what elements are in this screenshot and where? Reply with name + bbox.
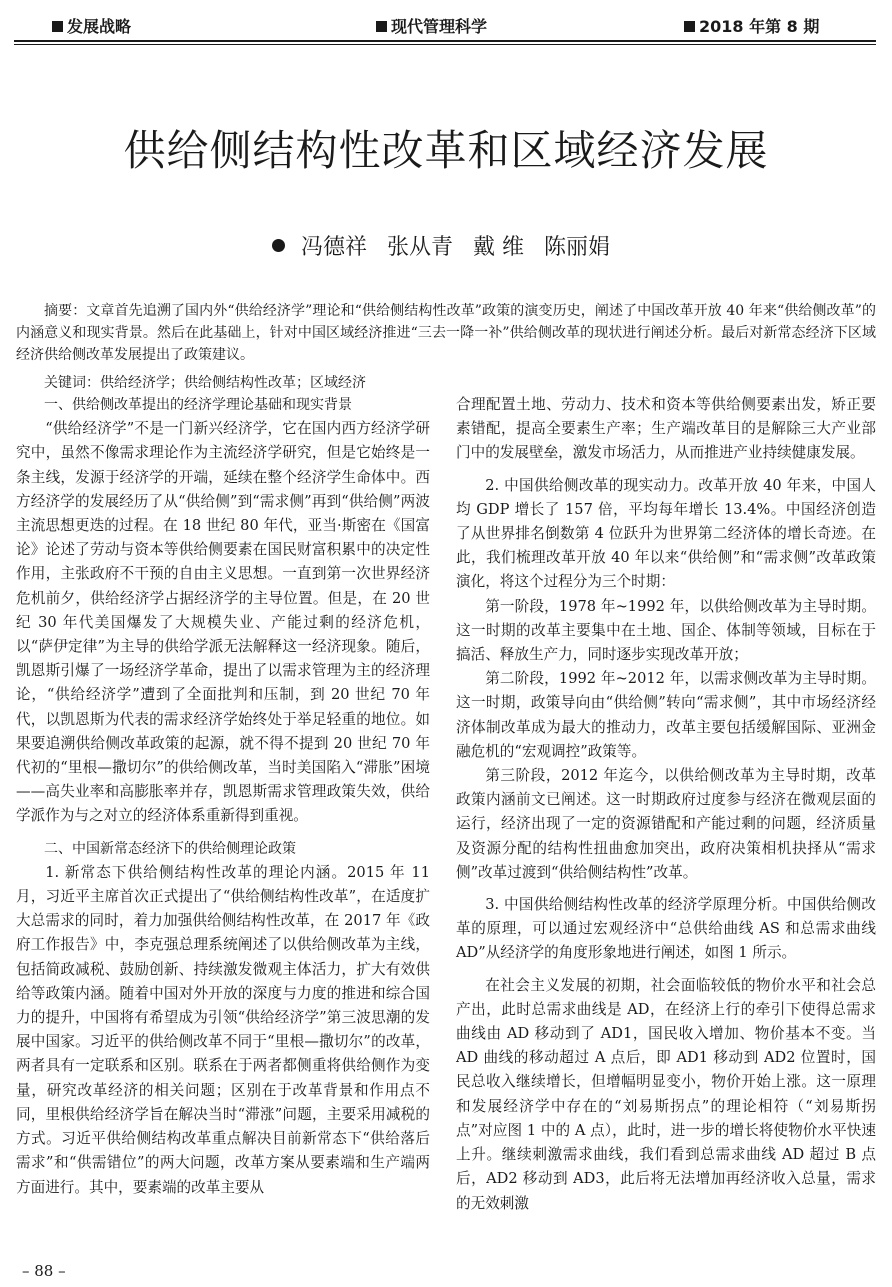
body-paragraph: 第二阶段，1992 年~2012 年，以需求侧改革为主导时期。这一时期，政策导向由“供给侧”转向“需求侧”，其中市场经济经济体制改革成为最大的推动力，改革主要包括缓解国际、亚洲金融危机的“宏观调控”政策等。 bbox=[456, 670, 876, 760]
abstract: 摘要：文章首先追溯了国内外“供给经济学”理论和“供给侧结构性改革”政策的演变历史，阐述了中国改革开放 40 年来“供给侧改革”的内涵意义和现实背景。然后在此基础上，针对中国区域经济推进“三去一降一补”供给侧改革的现状进行阐述分析。最后对新常态经济下区域经济供给侧改革发展提出了政策建议。 bbox=[16, 303, 876, 363]
square-bullet-icon bbox=[376, 21, 387, 32]
body-paragraph: 2. 中国供给侧改革的现实动力。改革开放 40 年来，中国人均 GDP 增长了 157 倍，平均每年增长 13.4%。中国经济创造了从世界排名倒数第 4 位跃升为世界第二经济体的增长奇迹。在此，我们梳理改革开放 40 年以来“供给侧”和“需求侧”改革政策演化，将这个过程分为三个时期： bbox=[456, 476, 876, 591]
body-paragraph: 在社会主义发展的初期，社会面临较低的物价水平和社会总产出，此时总需求曲线是 AD，在经济上行的牵引下使得总需求曲线由 AD 移动到了 AD1，国民收入增加、物价基本不变。当 AD 曲线的移动超过 A 点后，即 AD1 移动到 AD2 位置时，国民总收入继续增长，但增幅明显变小，物价开始上涨。这一原理和发展经济学中存在的“刘易斯拐点”的理论相符（“刘易斯拐点”对应图 1 中的 A 点），此时，进一步的增长将使物价水平快速上升。继续刺激需求曲线，我们看到总需求曲线 AD 超过 B 点后，AD2 移动到 AD3，此后将无法增加再经济收入总量，需求的无效刺激 bbox=[456, 976, 876, 1212]
article-title: 供给侧结构性改革和区域经济发展 bbox=[123, 126, 769, 175]
author-name: 冯德祥 bbox=[300, 235, 367, 260]
left-column bbox=[16, 393, 430, 1200]
square-bullet-icon bbox=[52, 21, 63, 32]
body-paragraph: 1. 新常态下供给侧结构性改革的理论内涵。2015 年 11 月，习近平主席首次正式提出了“供给侧结构性改革”，在适度扩大总需求的同时，着力加强供给侧结构性改革，在 2017 年《政府工作报告》中，李克强总理系统阐述了以供给侧改革为主线，包括简政减税、鼓励创新、持续激发微观主体活力，扩大有效供给等政策内涵。随着中国对外开放的深度与力度的推进和综合国力的提升，中国将有希望成为引领“供给经济学”第三波思潮的发展中国家。习近平的供给侧改革不同于“里根—撒切尔”的改革，两者具有一定联系和区别。联系在于两者都侧重将供给侧作为变量，研究改革经济的相关问题；区别在于改革背景和作用点不同，里根供给经济学旨在解决当时“滞涨”问题，主要采用减税的方式。习近平供给侧结构改革重点解决目前新常态下“供给落后需求”和“供需错位”的两大问题，改革方案从要素端和生产端两方面进行。其中，要素端的改革主要从 bbox=[16, 863, 430, 1196]
section-heading: 一、供给侧改革提出的经济学理论基础和现实背景 bbox=[44, 397, 352, 413]
body-paragraph: “供给经济学”不是一门新兴经济学，它在国内西方经济学研究中，虽然不像需求理论作为主流经济学研究，但是它始终是一条主线，发源于经济学的开端，延续在整个经济学生命体中。西方经济学的发展经历了从“供给侧”到“需求侧”再到“供给侧”两波主流思想更迭的过程。在 18 世纪 80 年代，亚当·斯密在《国富论》论述了劳动与资本等供给侧要素在国民财富积累中的决定性作用，主张政府不干预的自由主义思想。一直到第一次世界经济危机前夕，供给经济学占据经济学的主导位置。但是，在 20 世纪 30 年代美国爆发了大规模失业、产能过剩的经济危机，以“萨伊定律”为主导的供给学派无法解释这一经济现象。随后，凯恩斯引爆了一场经济学革命，提出了以需求管理为主的经济理论，“供给经济学”遭到了全面批判和压制，到 20 世纪 70 年代，以凯恩斯为代表的需求经济学始终处于举足轻重的地位。如果要追溯供给侧改革政策的起源，就不得不提到 20 世纪 70 年代初的“里根—撒切尔”的供给侧改革，当时美国陷入“滞胀”困境——高失业率和高膨胀率并存，凯恩斯需求管理政策失效，供给学派作为与之对立的经济体系重新得到重视。 bbox=[16, 420, 430, 825]
body-paragraph: 第三阶段，2012 年迄今，以供给侧改革为主导时期，改革政策内涵前文已阐述。这一时期政府过度参与经济在微观层面的运行，经济出现了一定的资源错配和产能过剩的问题，经济质量及资源分配的结构性扭曲愈加突出，政府决策相机抉择从“需求侧”改革过渡到“供给侧结构性”改革。 bbox=[456, 767, 876, 881]
header-rule bbox=[14, 40, 876, 42]
header-issue: 2018 年第 8 期 bbox=[684, 14, 819, 37]
author-bullet-icon bbox=[272, 239, 285, 252]
author-name: 陈丽娟 bbox=[544, 235, 611, 260]
header-journal: 现代管理科学 bbox=[376, 14, 487, 37]
header-rule-thin bbox=[14, 44, 876, 45]
body-paragraph: 3. 中国供给侧结构性改革的经济学原理分析。中国供给侧改革的原理，可以通过宏观经济中“总供给曲线 AS 和总需求曲线 AD”从经济学的角度形象地进行阐述，如图 1 所示。 bbox=[456, 896, 876, 962]
keywords: 关键词：供给经济学；供给侧结构性改革；区域经济 bbox=[44, 375, 366, 391]
running-header bbox=[0, 8, 892, 38]
author-name: 张从青 bbox=[386, 235, 453, 260]
header-section: 发展战略 bbox=[52, 14, 131, 37]
page-number: – 88 – bbox=[22, 1262, 66, 1280]
body-paragraph: 第一阶段，1978 年~1992 年，以供给侧改革为主导时期。这一时期的改革主要集中在土地、国企、体制等领域，目标在于搞活、释放生产力，同时逐步实现改革开放； bbox=[456, 597, 876, 664]
section-heading: 二、中国新常态经济下的供给侧理论政策 bbox=[44, 840, 296, 857]
body-paragraph-continued: 合理配置土地、劳动力、技术和资本等供给侧要素出发，矫正要素错配，提高全要素生产率；生产端改革目的是解除三大产业部门中的发展壁垒，激发市场活力，从而推进产业持续健康发展。 bbox=[456, 396, 876, 462]
square-bullet-icon bbox=[684, 21, 695, 32]
author-name: 戴 维 bbox=[473, 235, 524, 260]
right-column bbox=[456, 393, 876, 1216]
author-line bbox=[0, 230, 892, 261]
